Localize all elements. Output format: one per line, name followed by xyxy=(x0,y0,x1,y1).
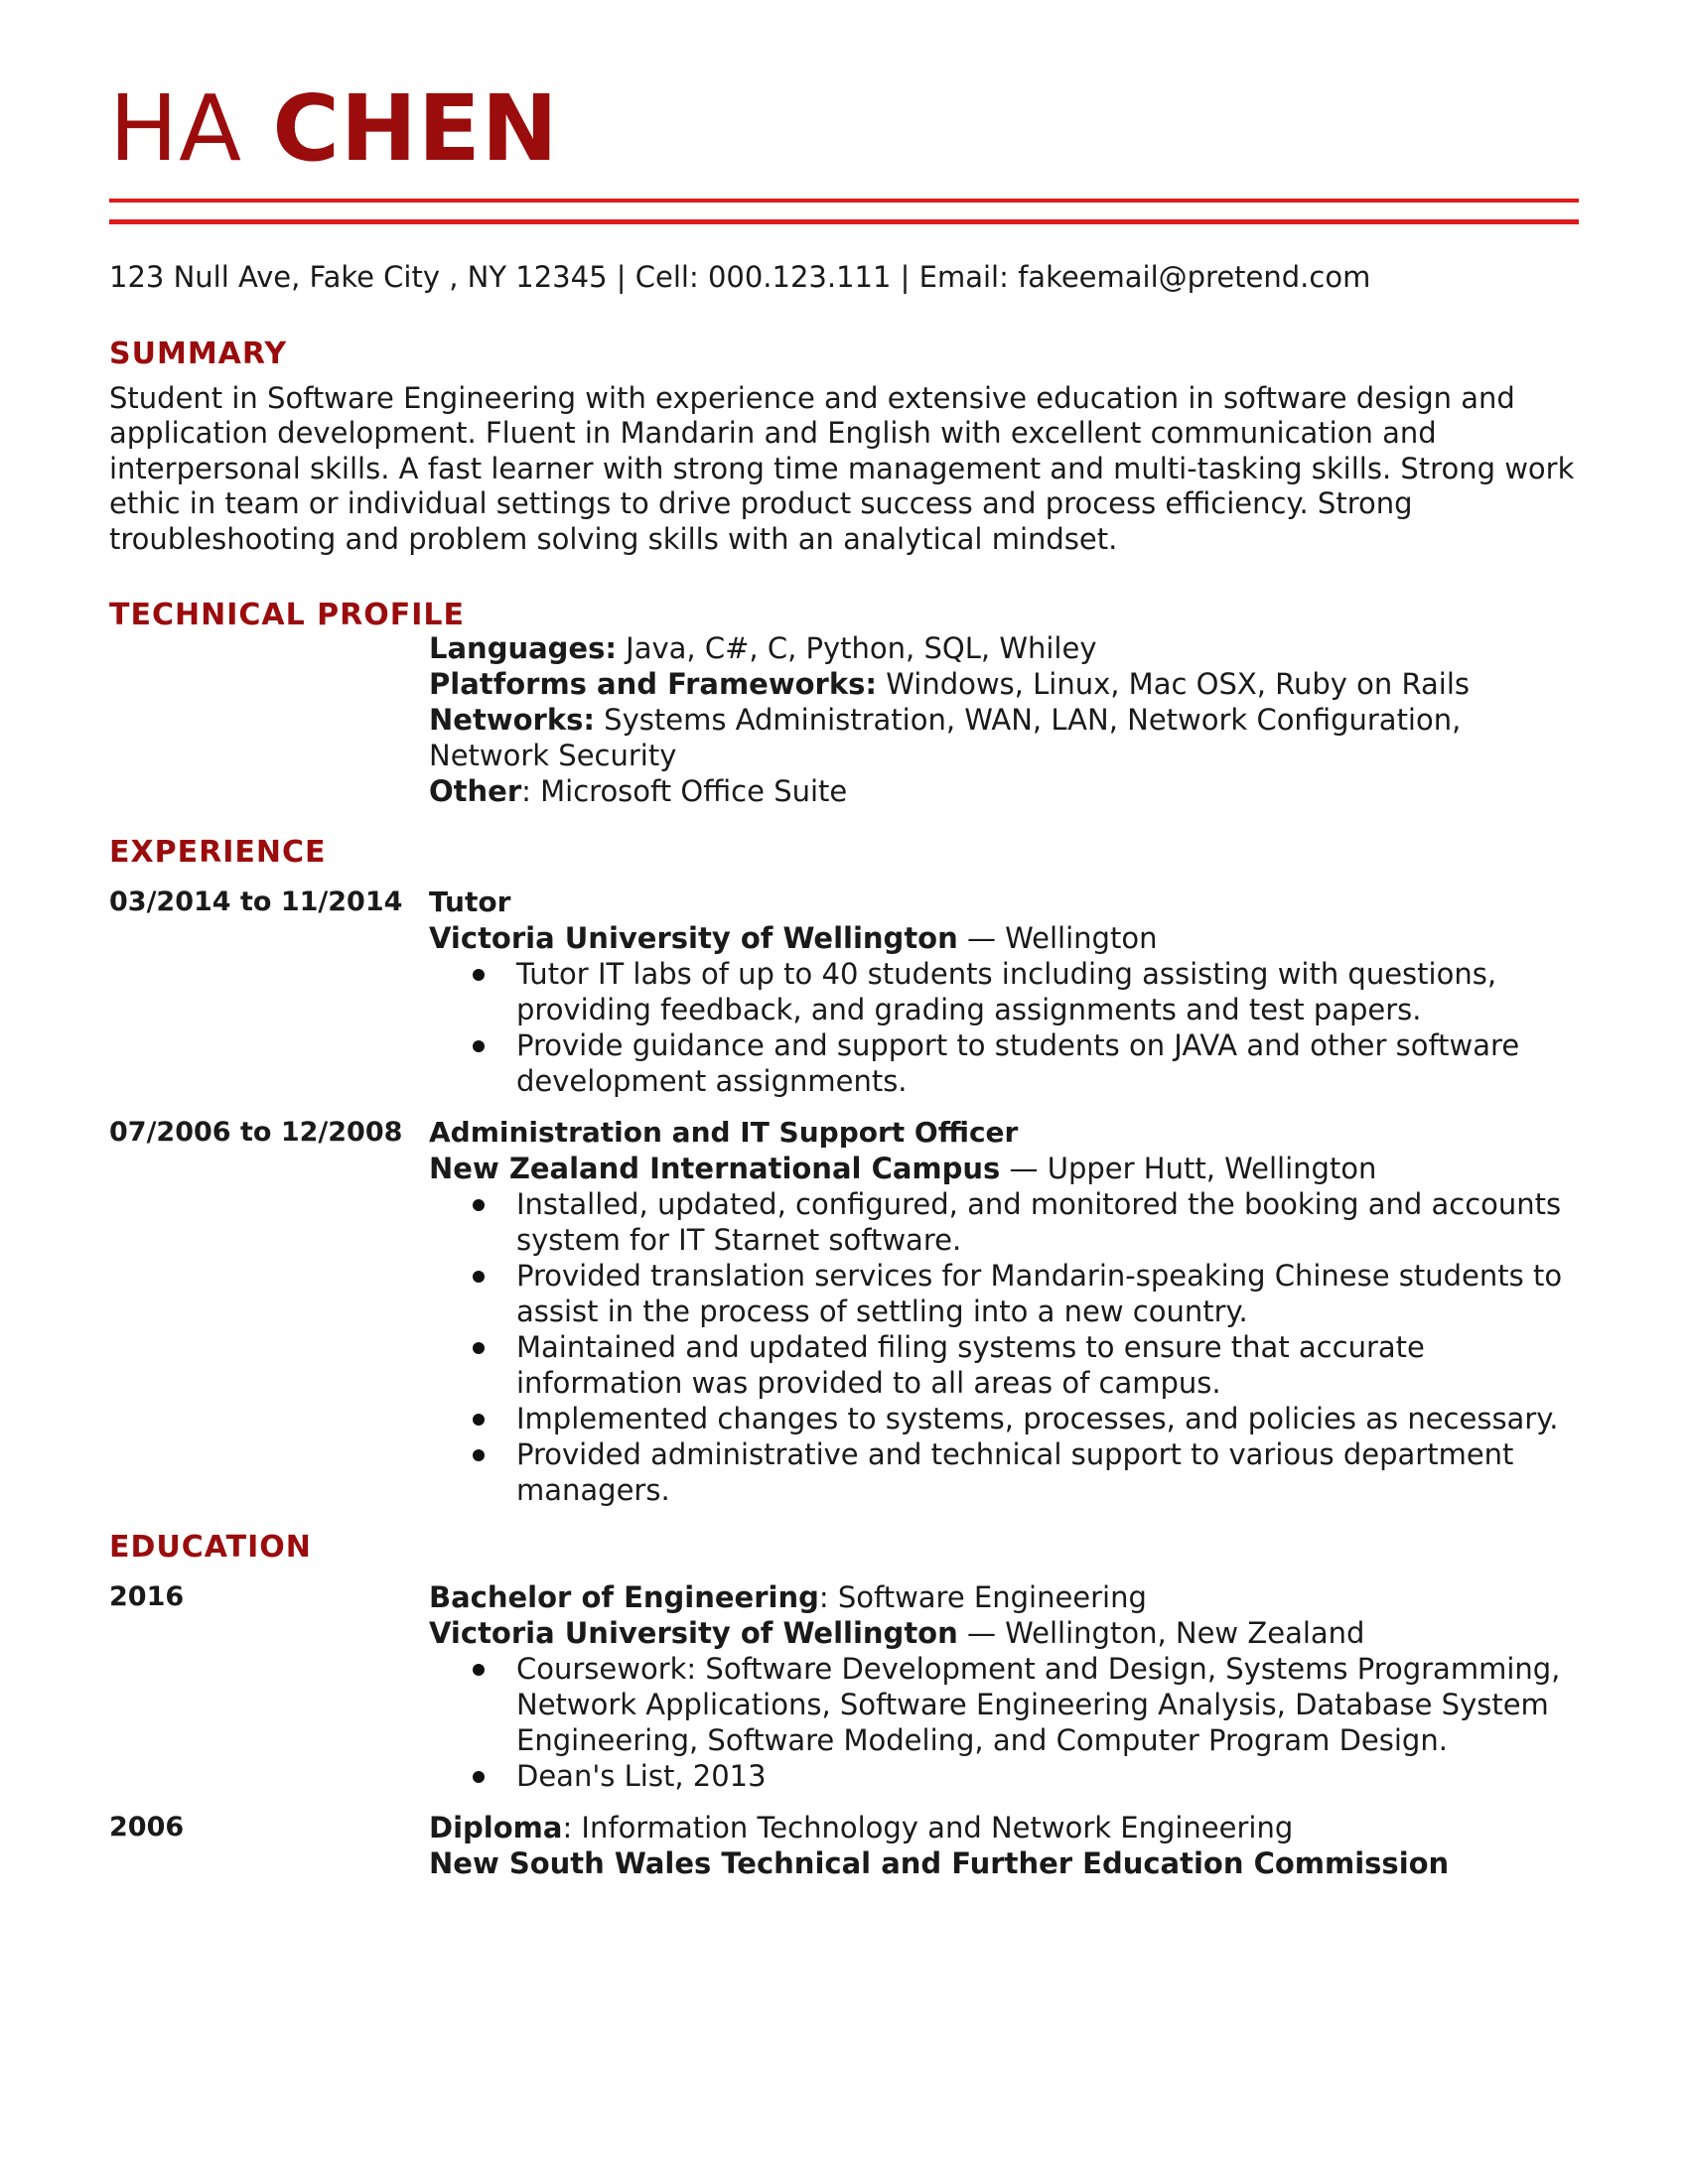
entry-field: : Information Technology and Network Engineering xyxy=(562,1811,1294,1845)
entry-date: 2006 xyxy=(109,1812,185,1843)
candidate-name xyxy=(109,75,1579,182)
header-rule-bottom xyxy=(109,219,1579,224)
education-entry xyxy=(109,1810,1579,1881)
entry-org: Victoria University of Wellington xyxy=(429,1616,958,1651)
entry-bullets xyxy=(429,956,1581,1099)
entry-role: Tutor xyxy=(429,886,511,919)
entry-bullets xyxy=(429,1186,1581,1508)
bullet-dot-icon xyxy=(473,1271,485,1283)
bullet-dot-icon xyxy=(473,1414,485,1426)
bullet-dot-icon xyxy=(473,1199,485,1211)
entry-org-line xyxy=(429,1615,1581,1651)
first-name: HA xyxy=(109,75,243,182)
tech-value: Windows, Linux, Mac OSX, Ruby on Rails xyxy=(877,667,1471,702)
bullet-item xyxy=(429,1186,1581,1258)
entry-location: — Wellington, New Zealand xyxy=(957,1616,1365,1651)
bullet-text: Provided translation services for Mandarin-speaking Chinese students to assist in the process of settling into a new country. xyxy=(516,1259,1563,1329)
bullet-item xyxy=(429,1401,1581,1436)
entry-org-line xyxy=(429,920,1581,956)
education-heading: EDUCATION xyxy=(109,1530,312,1566)
bullet-text: Provided administrative and technical support to various department managers. xyxy=(516,1437,1514,1508)
bullet-text: Tutor IT labs of up to 40 students including assisting with questions, providing feedback, and grading assignments and test papers. xyxy=(516,957,1497,1027)
entry-date: 2016 xyxy=(109,1581,185,1613)
technical-profile-heading: TECHNICAL PROFILE xyxy=(109,598,466,633)
entry-body xyxy=(429,885,1581,1099)
experience-entry xyxy=(109,1115,1579,1508)
experience-heading: EXPERIENCE xyxy=(109,835,327,871)
tech-label: Networks: xyxy=(429,703,595,738)
bullet-item xyxy=(429,1258,1581,1329)
entry-body xyxy=(429,1579,1581,1794)
bullet-text: Dean's List, 2013 xyxy=(516,1759,767,1794)
bullet-item xyxy=(429,956,1581,1027)
bullet-text: Implemented changes to systems, processes, and policies as necessary. xyxy=(516,1402,1559,1436)
entry-bullets xyxy=(429,1651,1581,1794)
education-entry xyxy=(109,1579,1579,1794)
entry-location: — Wellington xyxy=(957,921,1158,956)
tech-row-networks xyxy=(429,702,1581,773)
entry-degree: Diploma xyxy=(429,1811,563,1845)
entry-degree: Bachelor of Engineering xyxy=(429,1580,819,1615)
entry-date: 03/2014 to 11/2014 xyxy=(109,887,403,918)
bullet-dot-icon xyxy=(473,1449,485,1461)
entry-role: Administration and IT Support Officer xyxy=(429,1116,1019,1150)
tech-row-platforms xyxy=(429,666,1581,702)
tech-label: Other xyxy=(429,774,522,809)
entry-location: — Upper Hutt, Wellington xyxy=(1000,1152,1377,1186)
entry-org-line xyxy=(429,1151,1581,1186)
entry-body xyxy=(429,1810,1581,1881)
entry-degree-line xyxy=(429,1579,1581,1615)
bullet-dot-icon xyxy=(473,1342,485,1354)
resume-page xyxy=(109,69,1579,1881)
bullet-dot-icon xyxy=(473,1040,485,1052)
header-rule-top xyxy=(109,199,1579,203)
last-name: CHEN xyxy=(272,75,559,182)
bullet-text: Coursework: Software Development and Design, Systems Programming, Network Applications, Software Engineering Analysis, Database System Engineering, Software Modeling, and Computer Program Design. xyxy=(516,1652,1561,1758)
entry-org: New Zealand International Campus xyxy=(429,1152,1001,1186)
tech-label: Languages: xyxy=(429,631,617,666)
bullet-dot-icon xyxy=(473,969,485,981)
bullet-item xyxy=(429,1651,1581,1758)
bullet-item xyxy=(429,1758,1581,1794)
bullet-dot-icon xyxy=(473,1771,485,1783)
bullet-text: Installed, updated, configured, and monitored the booking and accounts system for IT Starnet software. xyxy=(516,1187,1562,1258)
contact-line: 123 Null Ave, Fake City , NY 12345 | Cell: 000.123.111 | Email: fakeemail@pretend.com xyxy=(109,260,1371,294)
bullet-item xyxy=(429,1436,1581,1508)
entry-org-line xyxy=(429,1845,1581,1881)
tech-value: Java, C#, C, Python, SQL, Whiley xyxy=(616,631,1097,666)
tech-value: Systems Administration, WAN, LAN, Network Configuration, Network Security xyxy=(429,703,1462,773)
tech-label: Platforms and Frameworks: xyxy=(429,667,877,702)
entry-date: 07/2006 to 12/2008 xyxy=(109,1117,403,1149)
bullet-item xyxy=(429,1329,1581,1401)
entry-body xyxy=(429,1115,1581,1508)
tech-row-languages xyxy=(429,630,1581,666)
entry-org: New South Wales Technical and Further Education Commission xyxy=(429,1846,1450,1881)
entry-org: Victoria University of Wellington xyxy=(429,921,958,956)
entry-field: : Software Engineering xyxy=(818,1580,1147,1615)
summary-heading: SUMMARY xyxy=(109,336,288,371)
summary-text: Student in Software Engineering with experience and extensive education in software design and application development. Fluent in Mandarin and English with excellent communication and interpersonal skills. A fast learner with strong time management and multi-tasking skills. Strong work ethic in team or individual settings to drive product success and process efficiency. Strong troubleshooting and problem solving skills with an analytical mindset. xyxy=(109,380,1575,556)
entry-degree-line xyxy=(429,1810,1581,1845)
tech-value: : Microsoft Office Suite xyxy=(521,774,848,809)
bullet-text: Provide guidance and support to students on JAVA and other software development assignments. xyxy=(516,1028,1520,1099)
tech-row-other xyxy=(429,773,1581,809)
bullet-item xyxy=(429,1027,1581,1099)
bullet-text: Maintained and updated filing systems to ensure that accurate information was provided to all areas of campus. xyxy=(516,1330,1425,1401)
technical-profile-list xyxy=(429,630,1581,809)
experience-entry xyxy=(109,885,1579,1099)
bullet-dot-icon xyxy=(473,1664,485,1676)
